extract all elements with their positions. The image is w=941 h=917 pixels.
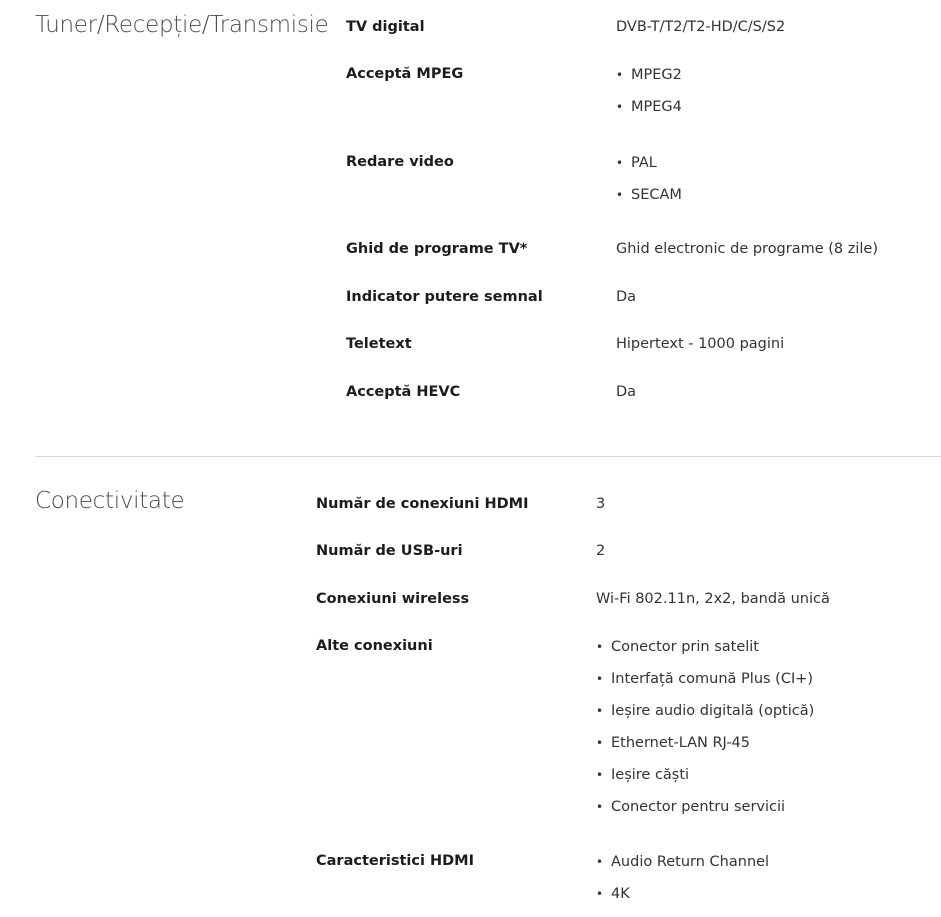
spec-value-list [596, 638, 814, 830]
spec-label: TV digital [346, 19, 425, 35]
list-item: • MPEG4 [616, 98, 682, 130]
spec-value: Ghid electronic de programe (8 zile) [616, 241, 879, 257]
spec-label: Teletext [346, 336, 412, 352]
spec-value: Wi-Fi 802.11n, 2x2, bandă unică [596, 591, 830, 607]
spec-value: Da [616, 384, 637, 400]
spec-label: Număr de conexiuni HDMI [316, 496, 529, 512]
list-item: • MPEG2 [616, 66, 682, 98]
spec-label: Indicator putere semnal [346, 289, 543, 305]
list-item: • PAL [616, 154, 682, 186]
spec-value: DVB-T/T2/T2-HD/C/S/S2 [616, 19, 786, 35]
list-item: • SECAM [616, 186, 682, 218]
spec-label: Număr de USB-uri [316, 543, 463, 559]
section-divider [35, 456, 941, 457]
list-item: • Ieșire căști [596, 766, 814, 798]
spec-label: Alte conexiuni [316, 638, 433, 654]
list-item: • Conector pentru servicii [596, 798, 814, 830]
spec-label: Acceptă HEVC [346, 384, 461, 400]
spec-label: Caracteristici HDMI [316, 853, 474, 869]
list-item: • Ethernet-LAN RJ-45 [596, 734, 814, 766]
list-item: • 4K [596, 885, 769, 917]
section-title: Conectivitate [35, 488, 185, 514]
section-title: Tuner/Recepție/Transmisie [35, 12, 329, 38]
list-item: • Audio Return Channel [596, 853, 769, 885]
spec-value: 3 [596, 496, 606, 512]
list-item: • Ieșire audio digitală (optică) [596, 702, 814, 734]
list-item: • Conector prin satelit [596, 638, 814, 670]
spec-value: Da [616, 289, 637, 305]
spec-value-list [616, 66, 682, 130]
spec-value-list [616, 154, 682, 218]
spec-label: Ghid de programe TV* [346, 241, 528, 257]
spec-label: Redare video [346, 154, 454, 170]
spec-value-list [596, 853, 769, 917]
spec-label: Conexiuni wireless [316, 591, 470, 607]
spec-value: Hipertext - 1000 pagini [616, 336, 785, 352]
list-item: • Interfață comună Plus (CI+) [596, 670, 814, 702]
spec-value: 2 [596, 543, 606, 559]
spec-label: Acceptă MPEG [346, 66, 464, 82]
